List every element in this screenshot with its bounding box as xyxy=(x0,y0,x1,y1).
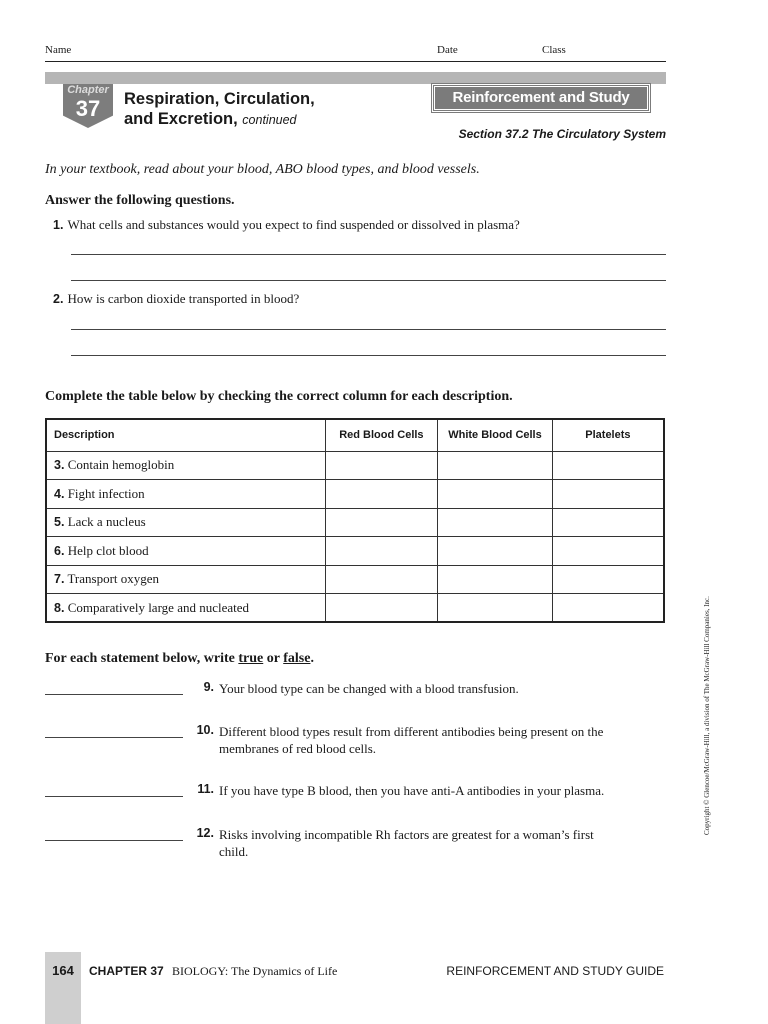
statement-number: 10. xyxy=(196,723,214,737)
check-cell-red[interactable] xyxy=(325,594,438,623)
answer-blank[interactable] xyxy=(45,694,183,695)
row-description xyxy=(46,537,325,566)
questions-heading: Answer the following questions. xyxy=(45,193,235,208)
chapter-title-line2 xyxy=(124,110,297,129)
check-cell-platelets[interactable] xyxy=(552,451,664,480)
row-text: Lack a nucleus xyxy=(67,514,146,530)
tf-false-word: false xyxy=(283,651,311,666)
copyright-notice: Copyright © Glencoe/McGraw-Hill, a division of The McGraw-Hill Companies, Inc. xyxy=(703,596,711,835)
check-cell-white[interactable] xyxy=(438,594,553,623)
footer-chapter: CHAPTER 37 xyxy=(89,964,164,978)
answer-line[interactable] xyxy=(71,329,666,330)
check-cell-red[interactable] xyxy=(325,565,438,594)
answer-blank[interactable] xyxy=(45,840,183,841)
continued-label: continued xyxy=(242,113,297,127)
check-cell-white[interactable] xyxy=(438,480,553,509)
answer-line[interactable] xyxy=(71,355,666,356)
question-text: How is carbon dioxide transported in blood? xyxy=(67,291,300,306)
row-text: Help clot blood xyxy=(67,542,149,558)
check-cell-red[interactable] xyxy=(325,508,438,537)
tf-heading-post: . xyxy=(310,651,314,666)
statement-text-line1: Different blood types result from different antibodies being present on the xyxy=(219,724,604,739)
row-description xyxy=(46,508,325,537)
table-heading: Complete the table below by checking the correct column for each description. xyxy=(45,389,513,404)
name-label: Name xyxy=(45,44,72,56)
statement-text: Your blood type can be changed with a blood transfusion. xyxy=(219,681,519,696)
question-number: 2. xyxy=(53,292,64,306)
answer-blank[interactable] xyxy=(45,737,183,738)
date-label: Date xyxy=(437,44,458,56)
header-rule xyxy=(45,61,666,62)
answer-line[interactable] xyxy=(71,280,666,281)
class-label: Class xyxy=(542,44,566,56)
page-number: 164 xyxy=(52,963,74,978)
question-text: What cells and substances would you expect to find suspended or dissolved in plasma? xyxy=(67,217,520,232)
question-2 xyxy=(53,290,299,308)
row-description xyxy=(46,451,325,480)
study-guide-banner: Reinforcement and Study Guide xyxy=(432,84,650,112)
row-number: 7. xyxy=(54,572,65,587)
check-cell-red[interactable] xyxy=(325,451,438,480)
statement-text-line2: child. xyxy=(219,844,249,859)
row-number: 4. xyxy=(54,486,65,501)
row-text: Comparatively large and nucleated xyxy=(67,599,250,615)
header-band xyxy=(45,72,666,84)
row-text: Contain hemoglobin xyxy=(67,457,175,473)
row-number: 6. xyxy=(54,543,65,558)
table-row xyxy=(46,537,664,566)
check-cell-white[interactable] xyxy=(438,565,553,594)
statement-number: 12. xyxy=(196,826,214,840)
statement-text-line2: membranes of red blood cells. xyxy=(219,741,377,756)
row-description xyxy=(46,594,325,623)
column-header-white-blood-cells: White Blood Cells xyxy=(438,419,553,451)
row-number: 3. xyxy=(54,458,65,473)
column-header-red-blood-cells: Red Blood Cells xyxy=(325,419,438,451)
intro-text: In your textbook, read about your blood, ABO blood types, and blood vessels. xyxy=(45,162,480,177)
table-row xyxy=(46,508,664,537)
question-1 xyxy=(53,216,520,234)
check-cell-red[interactable] xyxy=(325,480,438,509)
check-cell-platelets[interactable] xyxy=(552,480,664,509)
table-row xyxy=(46,480,664,509)
row-number: 8. xyxy=(54,600,65,615)
table-header-row xyxy=(46,419,664,451)
blood-cells-table xyxy=(45,418,665,623)
section-title: Section 37.2 The Circulatory System xyxy=(458,127,666,141)
question-number: 1. xyxy=(53,218,64,232)
check-cell-red[interactable] xyxy=(325,537,438,566)
chapter-title-line1: Respiration, Circulation, xyxy=(124,90,315,108)
true-false-heading xyxy=(45,651,314,667)
table-row xyxy=(46,451,664,480)
check-cell-platelets[interactable] xyxy=(552,508,664,537)
row-description xyxy=(46,565,325,594)
statement-text-line1: Risks involving incompatible Rh factors are greatest for a woman’s first xyxy=(219,827,594,842)
check-cell-white[interactable] xyxy=(438,537,553,566)
statement-text: If you have type B blood, then you have anti-A antibodies in your plasma. xyxy=(219,783,605,798)
table-row xyxy=(46,594,664,623)
check-cell-platelets[interactable] xyxy=(552,565,664,594)
check-cell-white[interactable] xyxy=(438,451,553,480)
check-cell-platelets[interactable] xyxy=(552,594,664,623)
answer-line[interactable] xyxy=(71,254,666,255)
tf-true-word: true xyxy=(238,651,264,666)
footer-guide-title: REINFORCEMENT AND STUDY GUIDE xyxy=(446,964,664,978)
row-text: Fight infection xyxy=(67,485,145,501)
answer-blank[interactable] xyxy=(45,796,183,797)
tf-or-word: or xyxy=(263,651,284,666)
row-text: Transport oxygen xyxy=(67,571,160,587)
column-header-platelets: Platelets xyxy=(552,419,664,451)
chapter-badge-word: Chapter xyxy=(67,84,109,96)
column-header-description: Description xyxy=(46,419,325,451)
chapter-title-text: and Excretion, xyxy=(124,110,238,128)
chapter-number: 37 xyxy=(75,96,101,121)
check-cell-white[interactable] xyxy=(438,508,553,537)
row-description xyxy=(46,480,325,509)
statement-number: 11. xyxy=(197,782,214,796)
tf-heading-pre: For each statement below, write xyxy=(45,651,239,666)
statement-number: 9. xyxy=(203,680,214,694)
table-row xyxy=(46,565,664,594)
check-cell-platelets[interactable] xyxy=(552,537,664,566)
row-number: 5. xyxy=(54,515,65,530)
footer-book-title: BIOLOGY: The Dynamics of Life xyxy=(172,964,338,978)
